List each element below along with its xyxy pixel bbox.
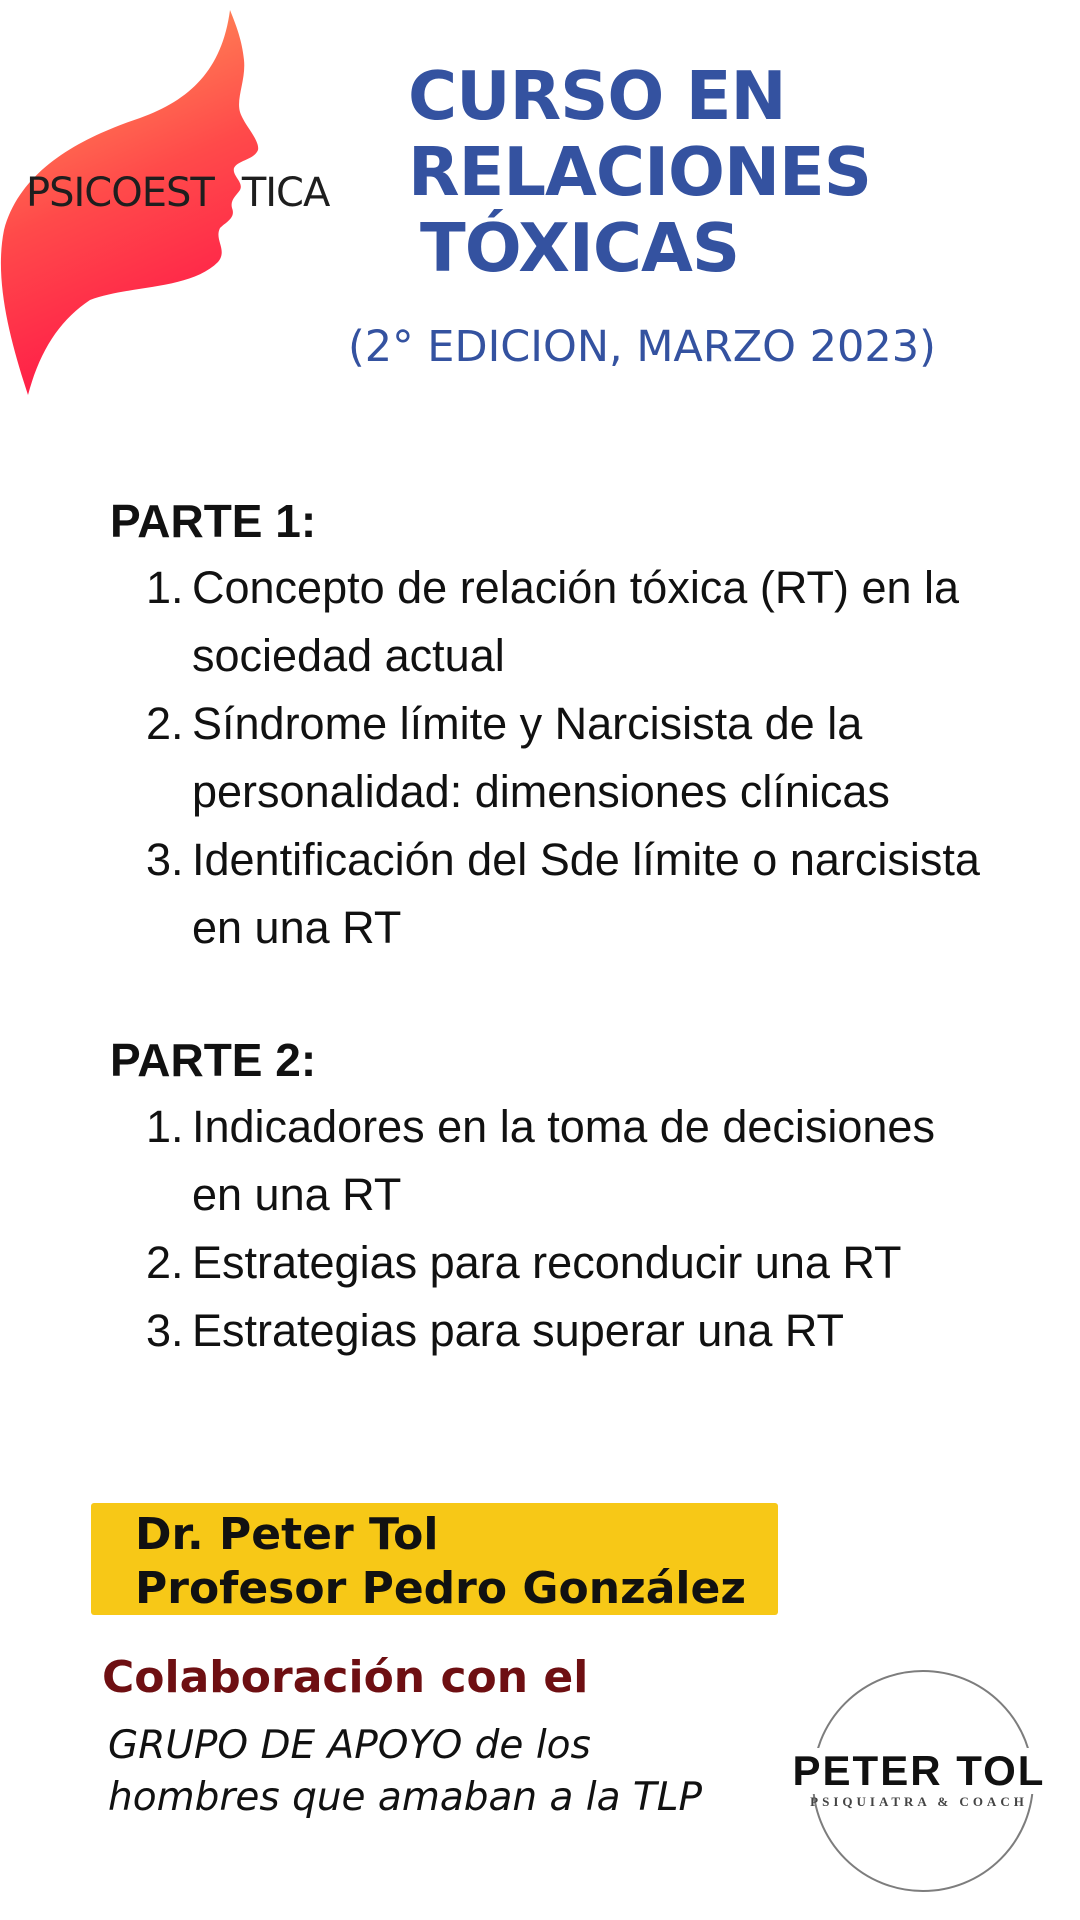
parte-2-section (110, 1027, 990, 1365)
title-line-1: CURSO EN (408, 57, 786, 135)
collaboration-label: Colaboración con el (102, 1652, 589, 1703)
speaker-2: Profesor Pedro González (135, 1563, 746, 1614)
parte-2-heading: PARTE 2: (110, 1034, 317, 1086)
badge-name: PETER TOL (778, 1748, 1060, 1794)
psicoestetica-logo (0, 0, 350, 400)
list-item (110, 554, 990, 690)
list-item (110, 1093, 990, 1229)
peter-tol-logo (778, 1670, 1078, 1920)
list-number: 2. (146, 698, 184, 749)
group-line-2: hombres que amaban a la TLP (108, 1775, 702, 1820)
speaker-1: Dr. Peter Tol (135, 1509, 439, 1560)
parte-1-heading: PARTE 1: (110, 495, 317, 547)
support-group-name (108, 1720, 702, 1824)
edition-subtitle: (2° EDICION, MARZO 2023) (348, 322, 936, 372)
badge-subtitle: PSIQUIATRA & COACH (810, 1794, 1028, 1809)
list-number: 2. (146, 1237, 184, 1288)
list-number: 3. (146, 1305, 184, 1356)
list-item-text: Concepto de relación tóxica (RT) en la sociedad actual (192, 562, 960, 681)
list-item (110, 1229, 990, 1297)
list-item-text: Estrategias para reconducir una RT (192, 1237, 902, 1288)
list-item (110, 1297, 990, 1365)
group-line-1: GRUPO DE APOYO de los (108, 1723, 591, 1768)
list-item-text: Síndrome límite y Narcisista de la personalidad: dimensiones clínicas (192, 698, 890, 817)
list-item-text: Estrategias para superar una RT (192, 1305, 845, 1356)
list-number: 1. (146, 562, 184, 613)
list-item-text: Identificación del Sde límite o narcisista en una RT (192, 834, 980, 953)
parte-2-list (110, 1093, 990, 1365)
title-line-3: TÓXICAS (420, 209, 740, 287)
title-line-2: RELACIONES (408, 133, 872, 211)
list-number: 3. (146, 834, 184, 885)
list-item (110, 690, 990, 826)
speakers-highlight (91, 1503, 778, 1615)
list-number: 1. (146, 1101, 184, 1152)
course-title (408, 58, 871, 286)
list-item-text: Indicadores en la toma de decisiones en una RT (192, 1101, 935, 1220)
logo-text-part1: PSICOEST (26, 170, 214, 216)
logo-text-part2: TICA (241, 170, 330, 216)
parte-1-list (110, 554, 990, 962)
list-item (110, 826, 990, 962)
parte-1-section (110, 488, 990, 962)
